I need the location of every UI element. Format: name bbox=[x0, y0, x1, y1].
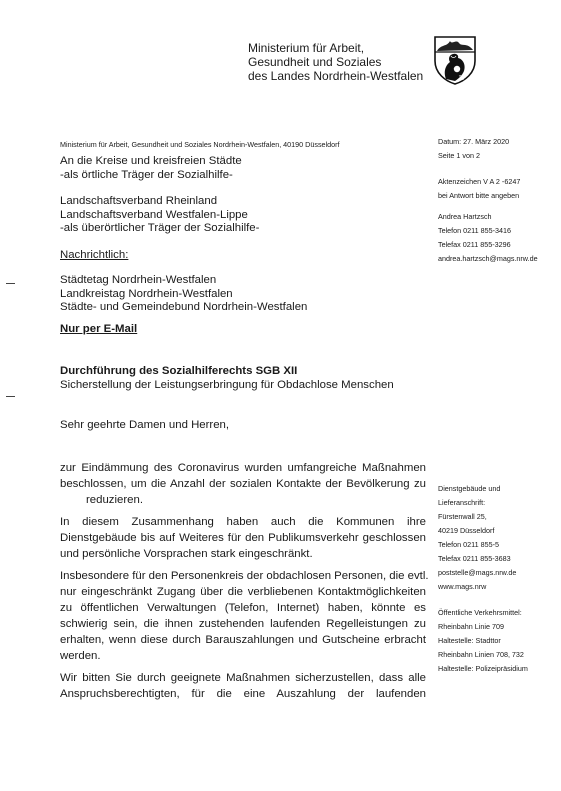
transit-line: Haltestelle: Polizeipräsidium bbox=[438, 664, 528, 673]
office-line: Telefon 0211 855-5 bbox=[438, 540, 500, 549]
subject-title: Durchführung des Sozialhilferechts SGB XII bbox=[60, 365, 298, 377]
body-line: In diesem Zusammenhang haben auch die Kommunen ihre bbox=[60, 516, 426, 528]
cc-label: Nachrichtlich: bbox=[60, 249, 129, 261]
transit-line: Rheinbahn Linie 709 bbox=[438, 622, 504, 631]
reference-note: bei Antwort bitte angeben bbox=[438, 191, 520, 200]
body-line: zu öffentlichen Verwaltungen (Telefon, Internet) haben, könnte es bbox=[60, 602, 426, 614]
cc-list bbox=[60, 274, 307, 315]
office-line: poststelle@mags.nrw.de bbox=[438, 568, 517, 577]
cc-line: Landkreistag Nordrhein-Westfalen bbox=[60, 287, 233, 300]
cc-line: Städtetag Nordrhein-Westfalen bbox=[60, 274, 217, 286]
reference-number: Aktenzeichen V A 2 -6247 bbox=[438, 177, 521, 186]
fold-mark bbox=[6, 283, 15, 284]
body-line: schwierig sein, die ihnen zustehenden laufenden Regelleistungen zu bbox=[60, 618, 426, 630]
transit-line: Rheinbahn Linien 708, 732 bbox=[438, 650, 524, 659]
body-line: werden. bbox=[60, 650, 101, 662]
page-line: Seite 1 von 2 bbox=[438, 151, 480, 160]
ministry-header bbox=[248, 41, 423, 83]
ministry-line: Gesundheit und Soziales bbox=[248, 55, 382, 69]
sidebar-reference bbox=[438, 135, 538, 266]
contact-email: andrea.hartzsch@mags.nrw.de bbox=[438, 254, 538, 263]
recipient-line: -als örtliche Träger der Sozialhilfe- bbox=[60, 168, 233, 181]
body-line: beschlossen, um die Anzahl der sozialen Kontakte der Bevölkerung zu bbox=[60, 478, 426, 490]
fold-mark bbox=[6, 396, 15, 397]
office-line: Fürstenwall 25, bbox=[438, 512, 487, 521]
cc-line: Städte- und Gemeindebund Nordrhein-Westfalen bbox=[60, 301, 308, 313]
body-line: zur Eindämmung des Coronavirus wurden umfangreiche Maßnahmen bbox=[60, 462, 426, 474]
body-line: erhalten, wenn diese durch Barauszahlungen und Gutscheine erbracht bbox=[60, 634, 426, 646]
contact-fax: Telefax 0211 855-3296 bbox=[438, 240, 511, 249]
sidebar-office bbox=[438, 482, 516, 594]
office-line: 40219 Düsseldorf bbox=[438, 526, 495, 535]
sidebar-transit bbox=[438, 606, 528, 676]
body-line: und persönliche Vorsprachen stark eingeschränkt. bbox=[60, 548, 313, 560]
body-line: Dienstgebäude bis auf Weiteres für den Publikumsverkehr geschlossen bbox=[60, 532, 426, 544]
body-line: reduzieren. bbox=[86, 494, 143, 506]
office-line: Telefax 0211 855-3683 bbox=[438, 554, 511, 563]
recipient-block-lv bbox=[60, 195, 259, 236]
sender-address: Ministerium für Arbeit, Gesundheit und Soziales Nordrhein-Westfalen, 40190 Düsseldorf bbox=[60, 140, 340, 149]
office-line: Lieferanschrift: bbox=[438, 498, 486, 507]
recipient-block bbox=[60, 155, 242, 182]
transit-line: Öffentliche Verkehrsmittel: bbox=[438, 608, 522, 617]
body-line: nur eingeschränkt Zugang über die verbliebenen Kontaktmöglichkeiten bbox=[60, 586, 426, 598]
ministry-line: Ministerium für Arbeit, bbox=[248, 41, 365, 55]
office-line: Dienstgebäude und bbox=[438, 484, 501, 493]
body-line: Anspruchsberechtigten, für die eine Auszahlung der laufenden bbox=[60, 688, 426, 700]
coat-of-arms-icon bbox=[433, 35, 477, 85]
transit-line: Haltestelle: Stadttor bbox=[438, 636, 501, 645]
ministry-line: des Landes Nordrhein-Westfalen bbox=[248, 69, 424, 83]
contact-name: Andrea Hartzsch bbox=[438, 212, 492, 221]
office-line: www.mags.nrw bbox=[438, 582, 487, 591]
body-line: Insbesondere für den Personenkreis der obdachlosen Personen, die evtl. bbox=[60, 570, 429, 582]
contact-phone: Telefon 0211 855-3416 bbox=[438, 226, 511, 235]
recipient-line: -als überörtlicher Träger der Sozialhilfe- bbox=[60, 222, 260, 234]
nrw-coat-of-arms bbox=[433, 35, 477, 85]
recipient-line: Landschaftsverband Westfalen-Lippe bbox=[60, 208, 248, 221]
subject-subtitle: Sicherstellung der Leistungserbringung für Obdachlose Menschen bbox=[60, 379, 394, 391]
letter-body bbox=[60, 460, 429, 702]
body-line: Wir bitten Sie durch geeignete Maßnahmen sicherzustellen, dass alle bbox=[60, 672, 426, 684]
date-line: Datum: 27. März 2020 bbox=[438, 137, 510, 146]
email-only-note: Nur per E-Mail bbox=[60, 323, 138, 335]
recipient-line: An die Kreise und kreisfreien Städte bbox=[60, 155, 242, 167]
recipient-line: Landschaftsverband Rheinland bbox=[60, 195, 218, 207]
greeting: Sehr geehrte Damen und Herren, bbox=[60, 419, 230, 431]
